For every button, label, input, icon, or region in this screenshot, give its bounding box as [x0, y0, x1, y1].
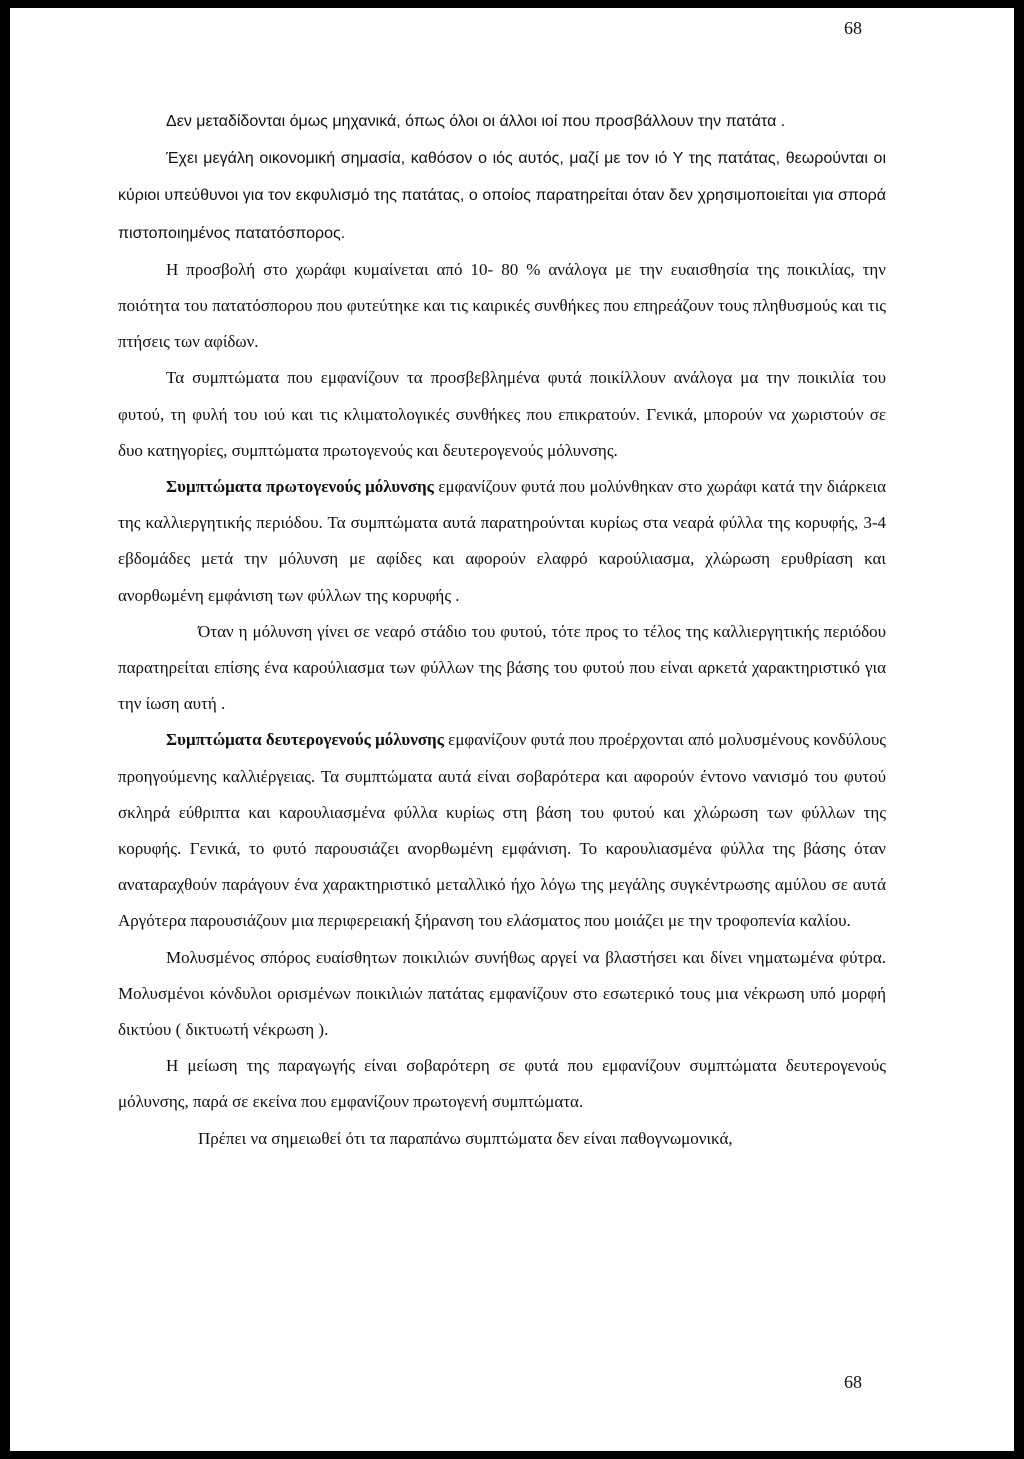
document-body [118, 103, 886, 1157]
paragraph-text: Έχει μεγάλη οικονομική σημασία, καθόσον ο ιός αυτός, μαζί με τον ιό Υ της πατάτας, θεωρούνται οι κύριοι υπεύθυνοι για τον εκφυλισμό της πατάτας, ο οποίος παρατηρείται όταν δεν χρησιμοποιείται για σπορά πιστοποιημένος πατατόσπορος. [118, 150, 886, 242]
paragraph-2 [118, 140, 886, 252]
paragraph-text: Τα συμπτώματα που εμφανίζουν τα προσβεβλημένα φυτά ποικίλλουν ανάλογα μα την ποικιλία του φυτού, τη φυλή του ιού και τις κλιματολογικές συνθήκες που επικρατούν. Γενικά, μπορούν να χωριστούν σε δυο κατηγορίες, συμπτώματα πρωτογενούς και δευτερογενούς μόλυνσης. [118, 368, 886, 460]
section-heading-secondary-infection: Συμπτώματα δευτερογενούς μόλυνσης [166, 730, 444, 750]
paragraph-10 [118, 1121, 886, 1157]
paragraph-5 [118, 469, 886, 614]
paragraph-text: Η μείωση της παραγωγής είναι σοβαρότερη σε φυτά που εμφανίζουν συμπτώματα δευτερογενούς μόλυνσης, παρά σε εκείνα που εμφανίζουν πρωτογενή συμπτώματα. [118, 1056, 886, 1112]
paragraph-text: Η προσβολή στο χωράφι κυμαίνεται από 10- 80 % ανάλογα με την ευαισθησία της ποικιλίας, την ποιότητα του πατατόσπορου που φυτεύτηκε και τις καιρικές συνθήκες που επηρεάζουν τους πληθυσμούς και τις πτήσεις των αφίδων. [118, 259, 886, 352]
document-sheet [10, 8, 1014, 1451]
paragraph-7 [118, 722, 886, 939]
paragraph-text: Μολυσμένος σπόρος ευαίσθητων ποικιλιών συνήθως αργεί να βλαστήσει και δίνει νηματωμένα φύτρα. Μολυσμένοι κόνδυλοι ορισμένων ποικιλιών πατάτας εμφανίζουν στο εσωτερικό τους μια νέκρωση υπό μορφή δικτύου ( δικτυωτή νέκρωση ). [118, 947, 886, 1040]
paragraph-3 [118, 252, 886, 361]
paragraph-6 [118, 614, 886, 723]
paragraph-1 [118, 103, 886, 140]
paragraph-text: εμφανίζουν φυτά που προέρχονται από μολυσμένους κονδύλους προηγούμενης καλλιέργειας. Τα συμπτώματα αυτά είναι σοβαρότερα και αφορούν έντονο νανισμό του φυτού σκληρά εύθριπτα και καρουλιασμένα φύλλα κυρίως στη βάση του φυτού και χλώρωση των φύλλων της κορυφής. Γενικά, το φυτό παρουσιάζει ανορθωμένη εμφάνιση. Το καρουλιασμένα φύλλα της βάσης όταν αναταραχθούν παράγουν ένα χαρακτηριστικό μεταλλικό ήχο λόγω της μεγάλης συγκέντρωσης αμύλου σε αυτά Αργότερα παρουσιάζουν μια περιφερειακή ξήρανση του ελάσματος που μοιάζει με την τροφοπενία καλίου. [118, 730, 886, 931]
section-heading-primary-infection: Συμπτώματα πρωτογενούς μόλυνσης [166, 477, 434, 497]
page-number-top: 68 [844, 18, 862, 38]
paragraph-4 [118, 360, 886, 469]
paragraph-text: εμφανίζουν φυτά που μολύνθηκαν στο χωράφι κατά την διάρκεια της καλλιεργητικής περιόδου. Τα συμπτώματα αυτά παρατηρούνται κυρίως στα νεαρά φύλλα της κορυφής, 3-4 εβδομάδες μετά την μόλυνση με αφίδες και αφορούν ελαφρό καρούλιασμα, χλώρωση ερυθρίαση και ανορθωμένη εμφάνιση των φύλλων της κορυφής . [118, 477, 886, 605]
paragraph-8 [118, 940, 886, 1049]
paragraph-text: Δεν μεταδίδονται όμως μηχανικά, όπως όλοι οι άλλοι ιοί που προσβάλλουν την πατάτα . [166, 113, 786, 130]
paragraph-9 [118, 1048, 886, 1120]
paragraph-text: Πρέπει να σημειωθεί ότι τα παραπάνω συμπτώματα δεν είναι παθογνωμονικά, [198, 1128, 733, 1148]
page-number-bottom: 68 [844, 1372, 862, 1392]
paragraph-text: Όταν η μόλυνση γίνει σε νεαρό στάδιο του φυτού, τότε προς το τέλος της καλλιεργητικής περιόδου παρατηρείται επίσης ένα καρούλιασμα των φύλλων της βάσης του φυτού που είναι αρκετά χαρακτηριστικό για την ίωση αυτή . [118, 621, 886, 714]
